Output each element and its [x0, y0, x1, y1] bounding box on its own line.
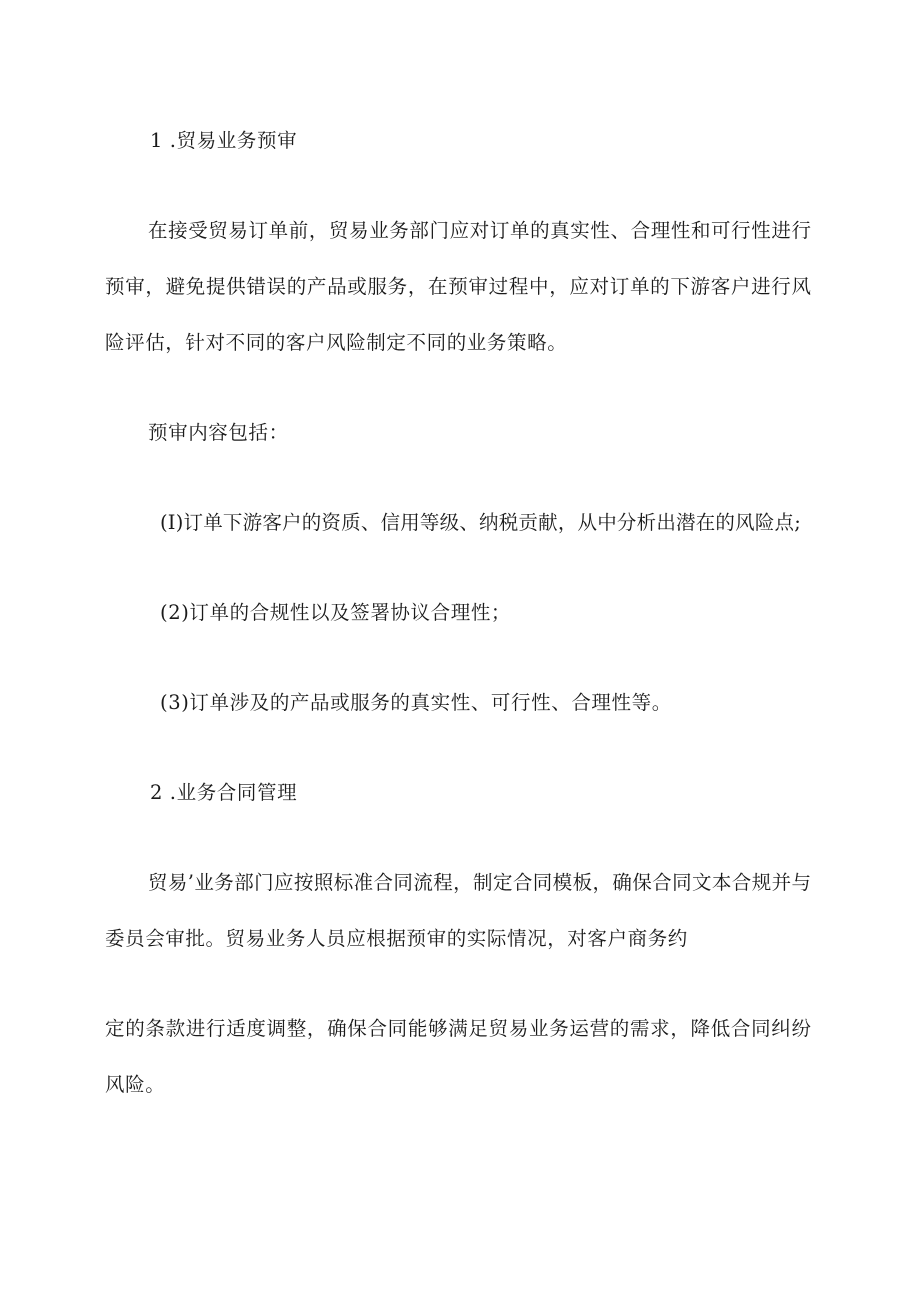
paragraph-line: 预审，避免提供错误的产品或服务，在预审过程中，应对订单的下游客户进行风 — [105, 275, 811, 298]
list-item: (3)订单涉及的产品或服务的真实性、可行性、合理性等。 — [160, 691, 672, 714]
list-item: (I)订单下游客户的资质、信用等级、纳税贡献，从中分析出潜在的风险点; — [160, 511, 801, 534]
paragraph-line: 贸易’业务部门应按照标准合同流程，制定合同模板，确保合同文本合规并与 — [148, 871, 811, 894]
paragraph-line: 委员会审批。贸易业务人员应根据预审的实际情况，对客户商务约 — [105, 927, 688, 950]
list-intro: 预审内容包括： — [148, 421, 289, 444]
list-item: (2)订单的合规性以及签署协议合理性； — [160, 601, 512, 624]
section-heading-2: 2 .业务合同管理 — [150, 781, 298, 804]
paragraph-line: 险评估，针对不同的客户风险制定不同的业务策略。 — [105, 331, 568, 354]
paragraph-line: 风险。 — [105, 1073, 166, 1096]
paragraph-line: 定的条款进行适度调整，确保合同能够满足贸易业务运营的需求，降低合同纠纷 — [105, 1017, 811, 1040]
paragraph-line: 在接受贸易订单前，贸易业务部门应对订单的真实性、合理性和可行性进行 — [148, 219, 811, 242]
section-heading-1: 1 .贸易业务预审 — [150, 129, 298, 152]
